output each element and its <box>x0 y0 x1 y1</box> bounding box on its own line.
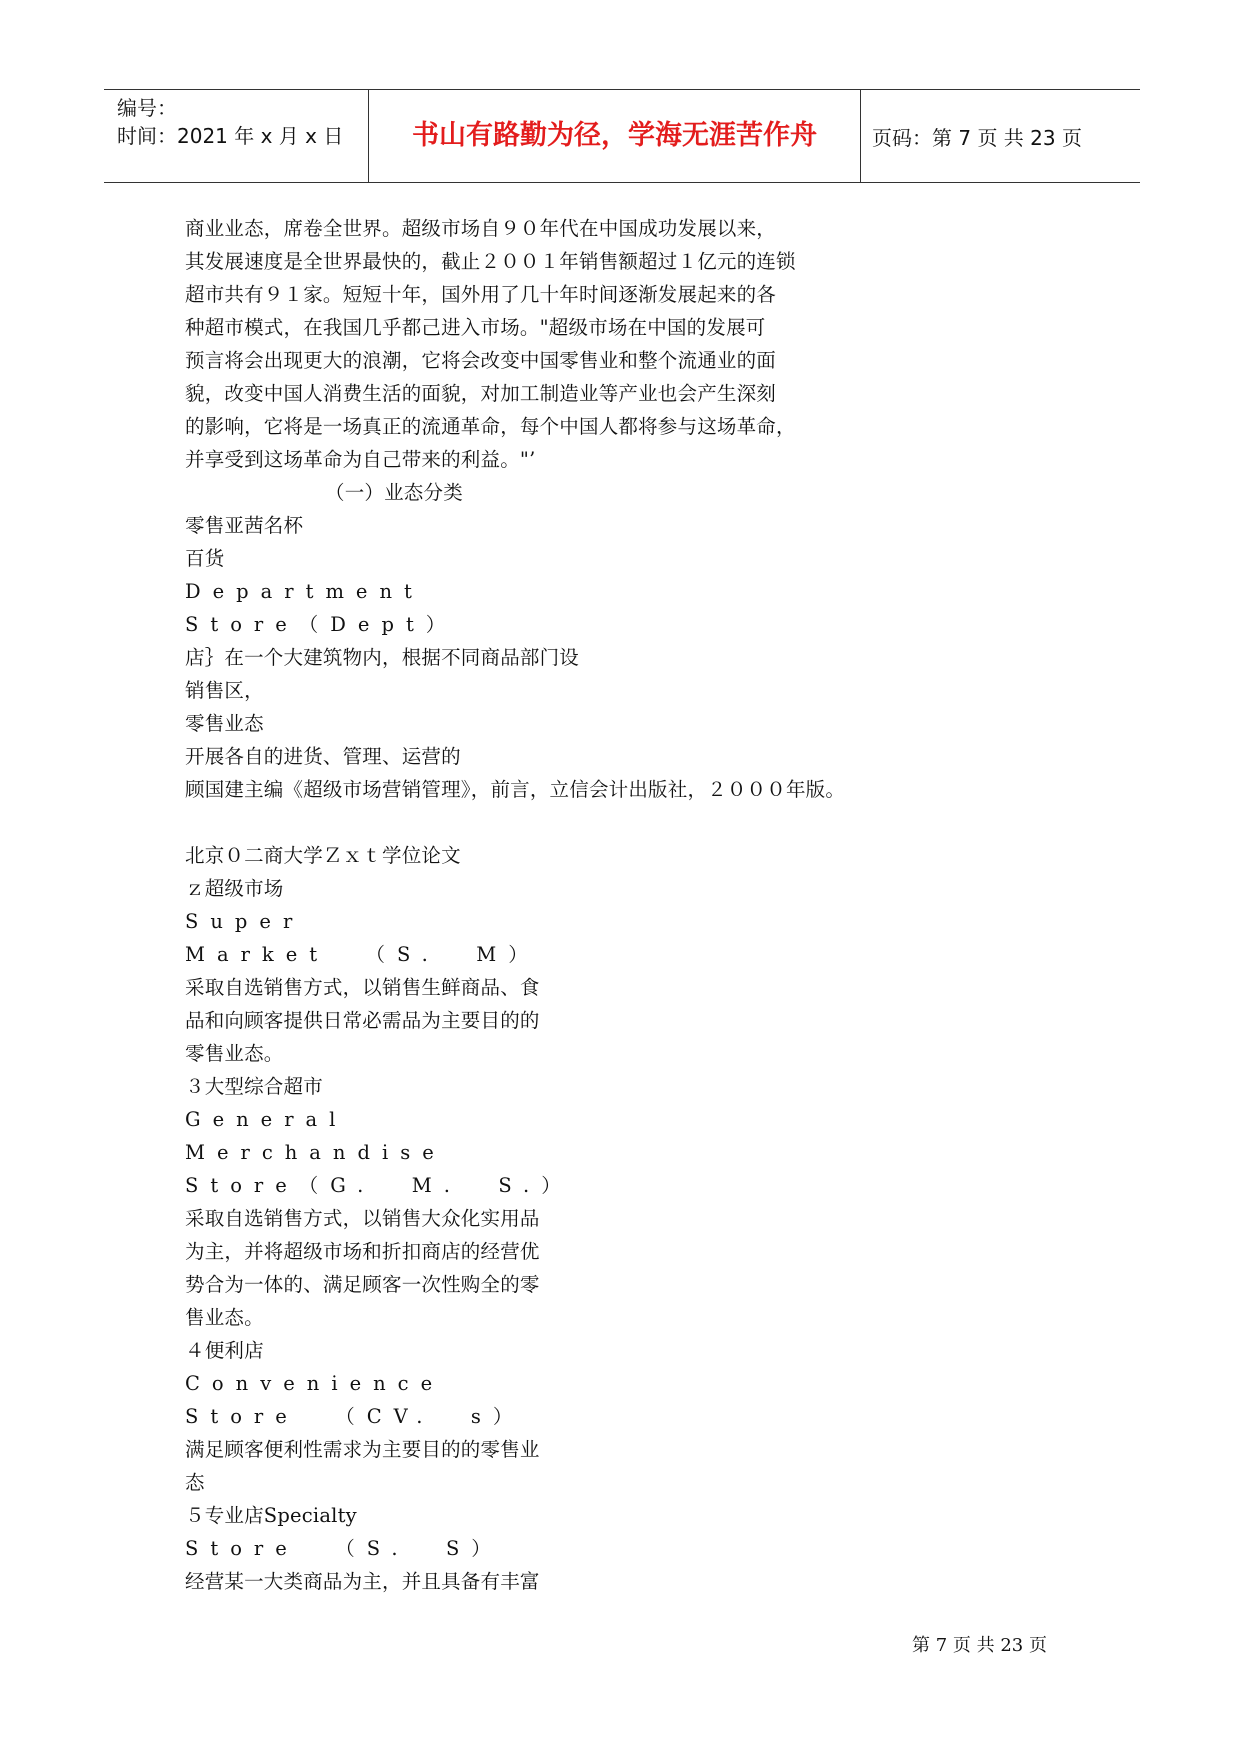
body-line: 零售业态。 <box>185 1042 284 1065</box>
body-line: 势合为一体的、满足顾客一次性购全的零 <box>185 1273 540 1296</box>
body-line: ３大型综合超市 <box>185 1075 323 1098</box>
body-line: 零售亚茜名杯 <box>185 514 304 537</box>
body-line: 的影响，它将是一场真正的流通革命，每个中国人都将参与这场革命， <box>185 415 796 438</box>
body-line: ４便利店 <box>185 1339 264 1362</box>
body-line: Store （CV. s） <box>185 1405 525 1428</box>
body-line: 经营某一大类商品为主，并且具备有丰富 <box>185 1570 540 1593</box>
body-line: Store（G. M. S.） <box>185 1174 573 1197</box>
body-line: 采取自选销售方式，以销售生鲜商品、食 <box>185 976 540 999</box>
body-line: Store （S. S） <box>185 1537 503 1560</box>
header-bottom-rule <box>104 182 1140 183</box>
body-line: 售业态。 <box>185 1306 264 1329</box>
body-line: 店｝在一个大建筑物内，根据不同商品部门设 <box>185 646 580 669</box>
body-line: ｚ超级市场 <box>185 877 284 900</box>
header-top-rule <box>104 89 1140 90</box>
body-line: 销售区， <box>185 679 264 702</box>
body-line: 满足顾客便利性需求为主要目的的零售业 <box>185 1438 540 1461</box>
body-line: 超市共有９１家。短短十年，国外用了几十年时间逐渐发展起来的各 <box>185 283 777 306</box>
header-number-label: 编号： <box>117 96 177 120</box>
header-page-info: 页码：第 7 页 共 23 页 <box>872 126 1082 150</box>
body-line: 采取自选销售方式，以销售大众化实用品 <box>185 1207 540 1230</box>
page-footer: 第 7 页 共 23 页 <box>912 1635 1047 1656</box>
body-line: 态 <box>185 1471 205 1494</box>
body-line: 其发展速度是全世界最快的，截止２００１年销售额超过１亿元的连锁 <box>185 250 796 273</box>
footnote-line: 顾国建主编《超级市场营销管理》，前言，立信会计出版社，２０００年版。 <box>185 778 846 801</box>
header-divider-right <box>860 89 861 183</box>
body-line: 貌，改变中国人消费生活的面貌，对加工制造业等产业也会产生深刻 <box>185 382 777 405</box>
header-motto: 书山有路勤为径，学海无涯苦作舟 <box>412 120 817 151</box>
body-line: Store（Dept） <box>185 613 458 636</box>
body-line: 预言将会出现更大的浪潮，它将会改变中国零售业和整个流通业的面 <box>185 349 777 372</box>
body-line: Merchandise <box>185 1141 446 1164</box>
body-line: 百货 <box>185 547 225 570</box>
body-line: 并享受到这场革命为自己带来的利益。"’ <box>185 448 536 471</box>
body-line: Department <box>185 580 424 603</box>
body-line: General <box>185 1108 348 1131</box>
blank-line <box>185 806 1085 839</box>
body-line: Convenience <box>185 1372 445 1395</box>
body-line: Super <box>185 910 305 933</box>
body-line: 商业业态，席卷全世界。超级市场自９０年代在中国成功发展以来， <box>185 217 777 240</box>
body-line: 品和向顾客提供日常必需品为主要目的的 <box>185 1009 540 1032</box>
body-line: 为主，并将超级市场和折扣商店的经营优 <box>185 1240 540 1263</box>
body-line: Market （S. M） <box>185 943 540 966</box>
body-line: 种超市模式，在我国几乎都己进入市场。"超级市场在中国的发展可 <box>185 316 766 339</box>
body-line: 开展各自的进货、管理、运营的 <box>185 745 461 768</box>
header-time-label: 时间：2021 年 x 月 x 日 <box>117 124 344 148</box>
body-line: 北京０二商大学Ｚｘｔ学位论文 <box>185 844 461 867</box>
body-line: ５专业店Specialty <box>185 1504 357 1527</box>
header-meta <box>117 94 343 150</box>
section-heading: （一）业态分类 <box>325 481 463 504</box>
body-line: 零售业态 <box>185 712 264 735</box>
document-body <box>185 212 1085 1598</box>
